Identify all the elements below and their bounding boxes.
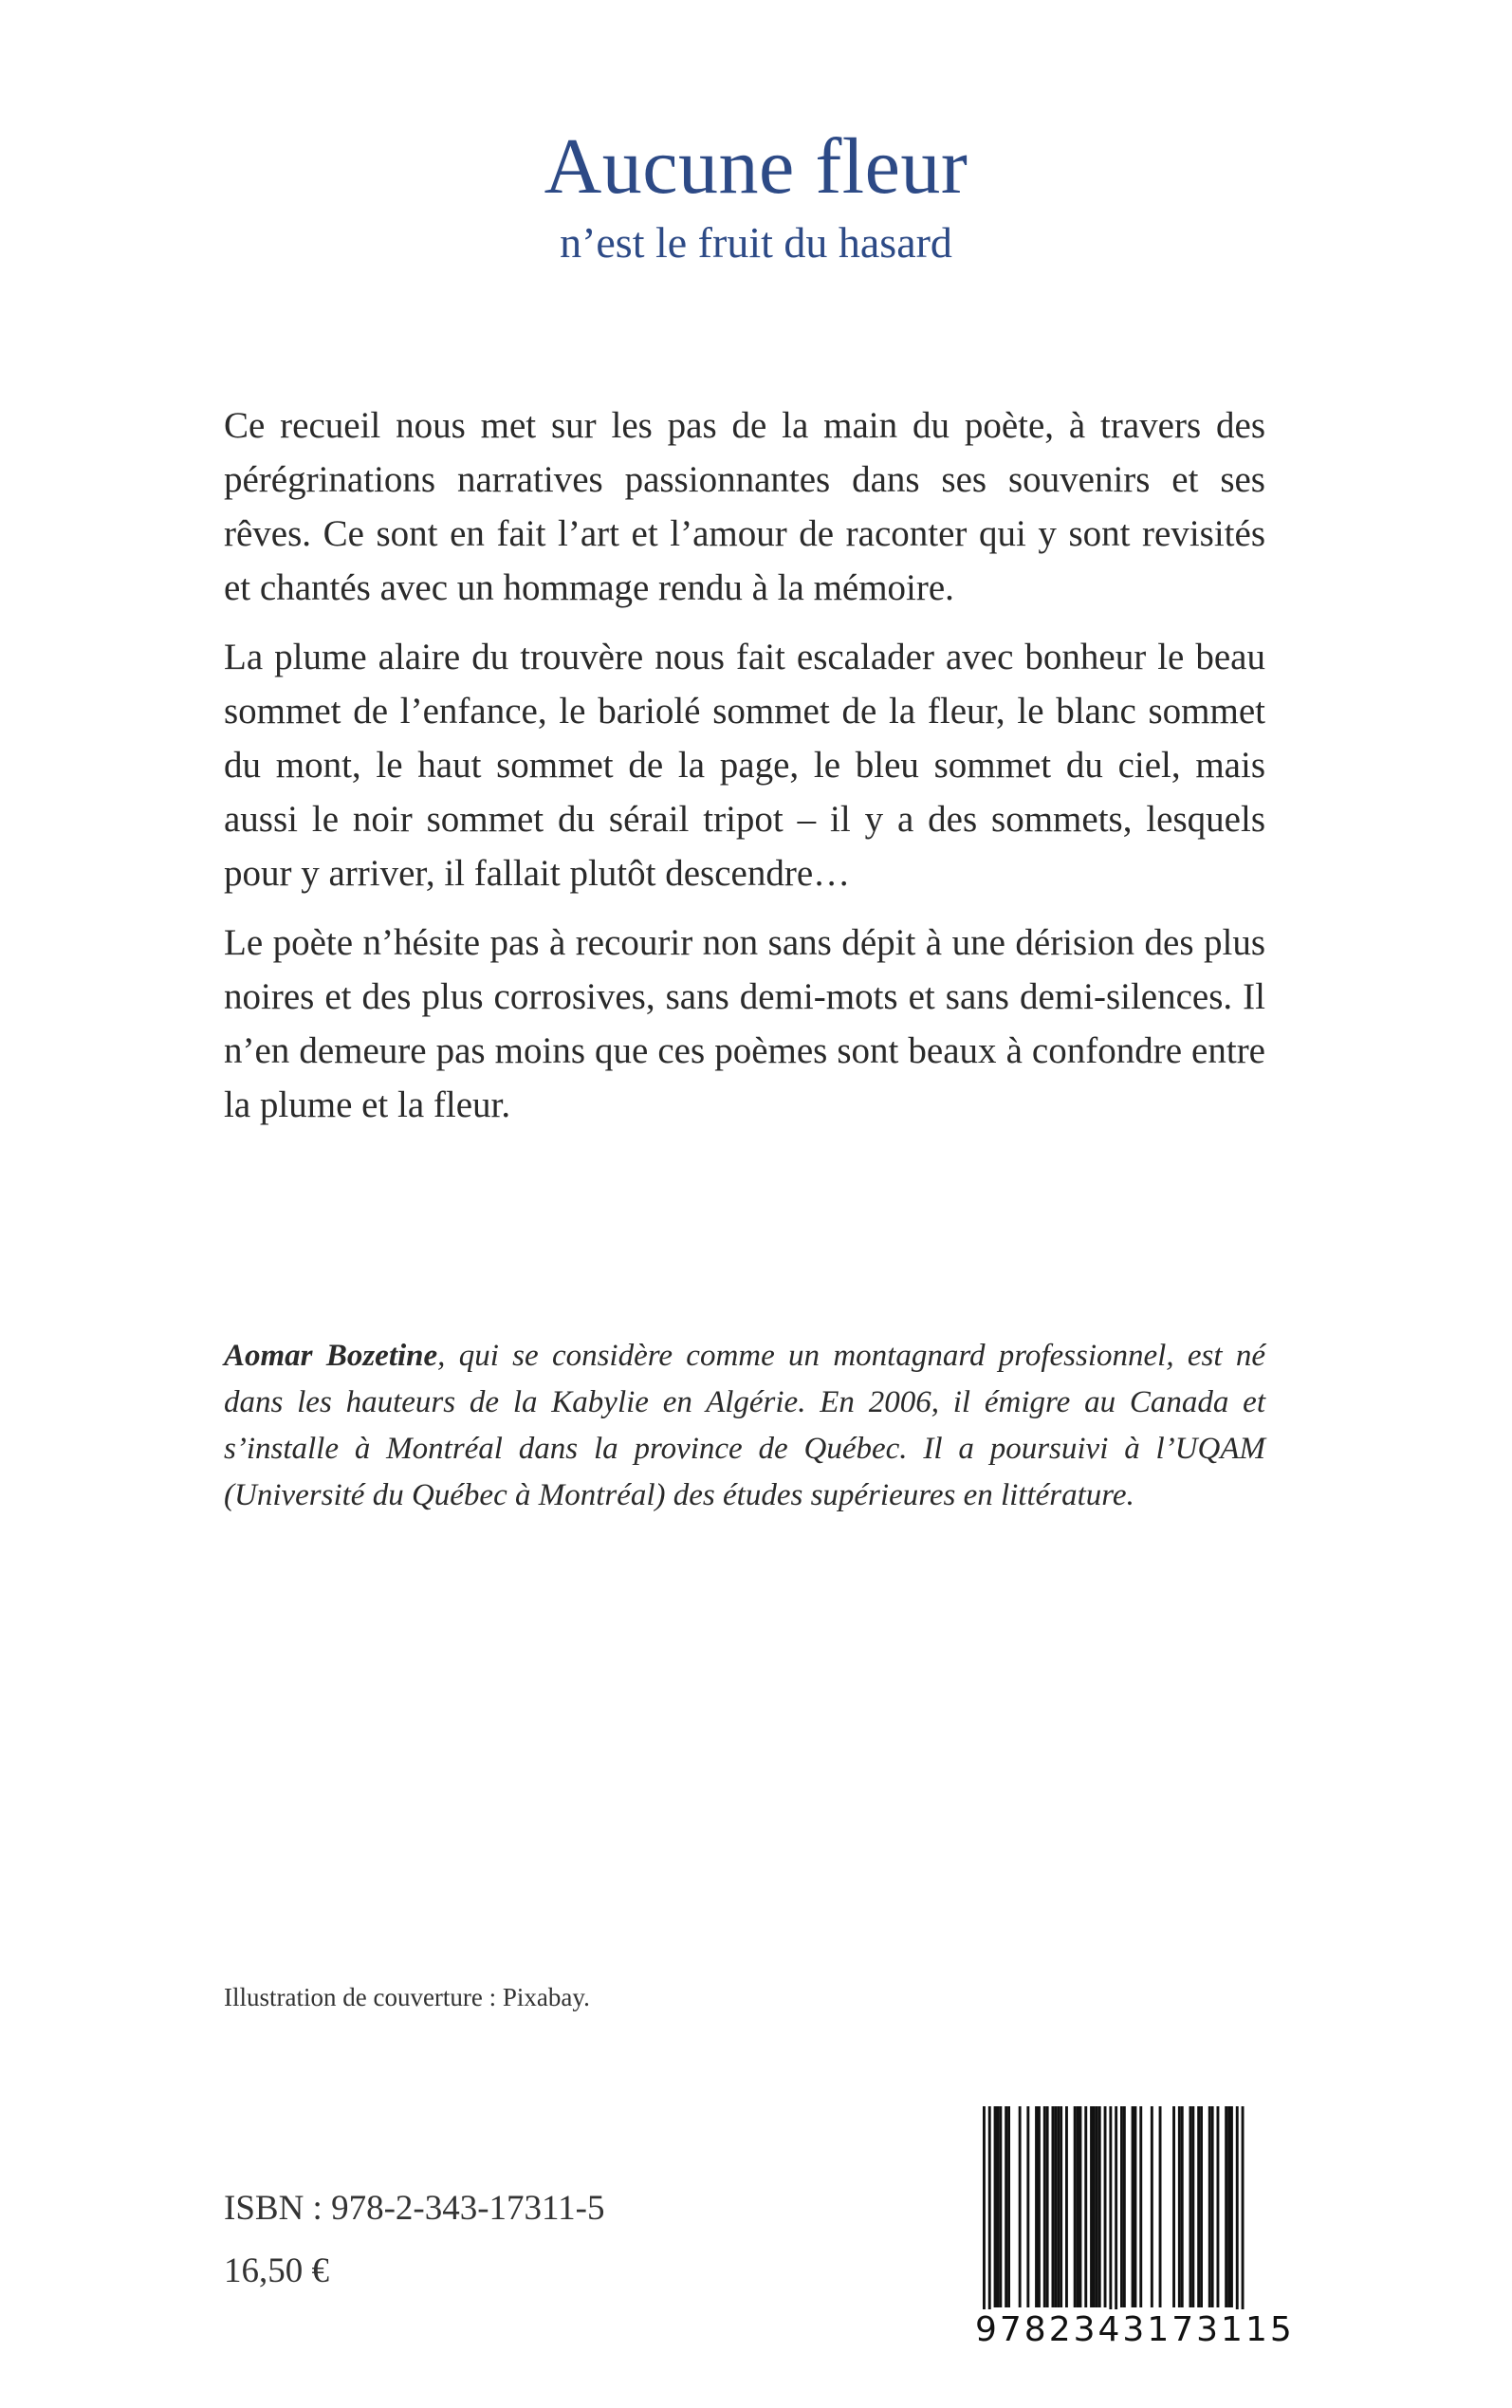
barcode-bar bbox=[1115, 2106, 1117, 2321]
barcode-bar bbox=[1065, 2106, 1068, 2307]
barcode-bar bbox=[1084, 2106, 1087, 2307]
barcode-digits: 9782343173115 bbox=[975, 2310, 1295, 2349]
barcode-bar bbox=[994, 2106, 997, 2307]
barcode-bar bbox=[1172, 2106, 1175, 2307]
barcode-bar bbox=[1132, 2106, 1134, 2307]
barcode-bar bbox=[1139, 2106, 1142, 2307]
book-title: Aucune fleur bbox=[544, 122, 968, 211]
barcode-bar bbox=[1208, 2106, 1211, 2307]
barcode-bar bbox=[1026, 2106, 1029, 2307]
cover-credit: Illustration de couverture : Pixabay. bbox=[224, 1983, 590, 2011]
barcode-bar bbox=[1019, 2106, 1022, 2307]
author-name: Aomar Bozetine bbox=[224, 1339, 438, 1373]
barcode-bar bbox=[1074, 2106, 1077, 2307]
barcode-bar bbox=[1236, 2106, 1239, 2321]
barcode-bar bbox=[1159, 2106, 1162, 2307]
barcode-bar bbox=[1151, 2106, 1153, 2307]
barcode-bar bbox=[1181, 2106, 1184, 2307]
barcode-bar bbox=[1225, 2106, 1227, 2307]
barcode-bar bbox=[1077, 2106, 1079, 2307]
barcode-bar bbox=[1134, 2106, 1137, 2307]
barcode-bar bbox=[1098, 2106, 1101, 2307]
barcode-bar bbox=[988, 2106, 991, 2321]
barcode-bar bbox=[1060, 2106, 1062, 2307]
blurb-paragraph: La plume alaire du trouvère nous fait escalader avec bonheur le beau sommet de l’enfance, le bariolé sommet de la fleur, le blanc sommet du mont, le haut sommet de la page, le bleu sommet du ciel, mais aussi le noir sommet du sérail tripot – il y a des sommets, lesquels pour y arriver, il fallait plutôt descendre… bbox=[224, 637, 1265, 894]
blurb-paragraph: Le poète n’hésite pas à recourir non sans dépit à une dérision des plus noires et des plus corrosives, sans demi-mots et sans demi-silences. Il n’en demeure pas moins que ces poèmes sont beaux à confondre entre la plume et la fleur. bbox=[224, 922, 1265, 1125]
barcode-bar bbox=[1093, 2106, 1096, 2307]
barcode-bars bbox=[975, 2106, 1269, 2321]
barcode-bar bbox=[1197, 2106, 1200, 2307]
barcode-bar bbox=[983, 2106, 986, 2321]
barcode-bar bbox=[1054, 2106, 1057, 2307]
blurb bbox=[224, 398, 1265, 1132]
blurb-paragraph: Ce recueil nous met sur les pas de la main du poète, à travers des pérégrinations narratives passionnantes dans ses souvenirs et ses rêves. Ce sont en fait l’art et l’amour de raconter qui y sont revisités et chantés avec un hommage rendu à la mémoire. bbox=[224, 405, 1265, 608]
barcode-bar bbox=[1211, 2106, 1214, 2307]
author-bio bbox=[224, 1333, 1265, 1519]
barcode-bar bbox=[1096, 2106, 1098, 2307]
barcode-bar bbox=[1043, 2106, 1046, 2307]
barcode-bar bbox=[1178, 2106, 1181, 2307]
barcode-bar bbox=[1191, 2106, 1194, 2307]
barcode-bar bbox=[1109, 2106, 1112, 2321]
barcode-bar bbox=[1120, 2106, 1123, 2307]
barcode-bar bbox=[997, 2106, 1000, 2307]
barcode-bar bbox=[1227, 2106, 1230, 2307]
author-bio-text: , qui se considère comme un montagnard professionnel, est né dans les hauteurs de la Kabylie en Algérie. En 2006, il émigre au Canada et s’installe à Montréal dans la province de Québec. Il a poursuivi à l’UQAM (Université du Québec à Montréal) des études supérieures en littérature. bbox=[224, 1339, 1265, 1512]
barcode-bar bbox=[1242, 2106, 1245, 2321]
barcode-bar bbox=[1052, 2106, 1055, 2307]
barcode-bar bbox=[1035, 2106, 1038, 2307]
isbn: ISBN : 978-2-343-17311-5 bbox=[224, 2189, 605, 2228]
barcode-bar bbox=[1217, 2106, 1220, 2307]
book-subtitle: n’est le fruit du hasard bbox=[560, 218, 952, 268]
barcode-bar bbox=[1007, 2106, 1010, 2307]
barcode-bar bbox=[1123, 2106, 1126, 2307]
title-block bbox=[0, 123, 1512, 269]
price: 16,50 € bbox=[224, 2251, 329, 2290]
barcode-bar bbox=[1189, 2106, 1192, 2307]
barcode-bar bbox=[1104, 2106, 1107, 2307]
barcode bbox=[975, 2106, 1295, 2355]
barcode-bar bbox=[1079, 2106, 1082, 2307]
barcode-bar bbox=[1038, 2106, 1041, 2307]
barcode-bar bbox=[1230, 2106, 1233, 2307]
barcode-bar bbox=[1090, 2106, 1093, 2307]
barcode-bar bbox=[1200, 2106, 1203, 2307]
barcode-bar bbox=[999, 2106, 1002, 2307]
barcode-bar bbox=[1057, 2106, 1060, 2307]
barcode-bar bbox=[1046, 2106, 1049, 2307]
barcode-bar bbox=[1005, 2106, 1007, 2307]
